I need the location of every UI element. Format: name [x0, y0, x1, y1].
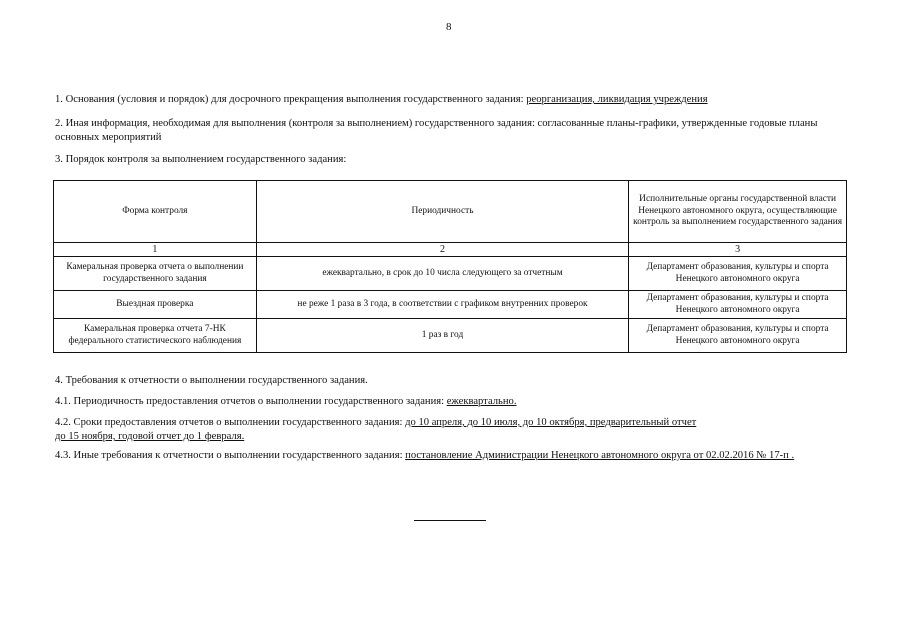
other-reporting-requirements-label: 4.3. Иные требования к отчетности о выполнении государственного задания: [55, 450, 406, 461]
table-cell-executive-body: Департамент образования, культуры и спорта Ненецкого автономного округа [629, 291, 847, 319]
table-row [54, 257, 847, 291]
termination-grounds-value: реорганизация, ликвидация учреждения [526, 94, 708, 105]
table-row [54, 319, 847, 353]
reporting-frequency-value: ежеквартально. [446, 396, 517, 407]
reporting-deadlines-label: 4.2. Сроки предоставления отчетов о выполнении государственного задания: [55, 417, 406, 428]
reporting-frequency-label: 4.1. Периодичность предоставления отчетов о выполнении государственного задания: [55, 396, 447, 407]
reporting-requirements-heading: 4. Требования к отчетности о выполнении государственного задания. [55, 375, 368, 386]
control-order-heading: 3. Порядок контроля за выполнением государственного задания: [55, 154, 347, 165]
header-control-form: Форма контроля [54, 181, 257, 243]
table-cell-control-form: Камеральная проверка отчета о выполнении государственного задания [54, 257, 257, 291]
column-number: 3 [629, 243, 847, 257]
reporting-frequency-paragraph [55, 395, 850, 409]
termination-grounds-paragraph [55, 93, 850, 107]
other-reporting-requirements-value: постановление Администрации Ненецкого автономного округа от 02.02.2016 № 17-п . [405, 450, 795, 461]
header-periodicity: Периодичность [256, 181, 628, 243]
control-table [53, 180, 847, 353]
table-cell-control-form: Камеральная проверка отчета 7-НК федерального статистического наблюдения [54, 319, 257, 353]
reporting-deadlines-value-line1: до 10 апреля, до 10 июля, до 10 октября, предварительный отчет [405, 417, 697, 428]
table-cell-executive-body: Департамент образования, культуры и спорта Ненецкого автономного округа [629, 319, 847, 353]
column-number: 2 [256, 243, 628, 257]
reporting-deadlines-paragraph [55, 416, 850, 444]
table-cell-periodicity: 1 раз в год [256, 319, 628, 353]
termination-grounds-label: 1. Основания (условия и порядок) для досрочного прекращения выполнения государственного задания: [55, 94, 527, 105]
reporting-deadlines-value-line2: до 15 ноября, годовой отчет до 1 февраля. [55, 431, 245, 442]
column-number: 1 [54, 243, 257, 257]
table-row [54, 291, 847, 319]
table-header-row [54, 181, 847, 243]
table-cell-periodicity: ежеквартально, в срок до 10 числа следующего за отчетным [256, 257, 628, 291]
table-cell-periodicity: не реже 1 раза в 3 года, в соответствии с графиком внутренних проверок [256, 291, 628, 319]
table-cell-executive-body: Департамент образования, культуры и спорта Ненецкого автономного округа [629, 257, 847, 291]
header-executive-bodies: Исполнительные органы государственной власти Ненецкого автономного округа, осуществляющие контроль за выполнением государственного задания [629, 181, 847, 243]
page-number: 8 [446, 21, 452, 33]
table-column-number-row [54, 243, 847, 257]
other-reporting-requirements-paragraph [55, 449, 850, 463]
closing-divider-line [414, 520, 486, 521]
other-info-paragraph: 2. Иная информация, необходимая для выполнения (контроля за выполнением) государственного задания: согласованные планы-графики, утвержденные годовые планы основных мероприятий [55, 118, 818, 143]
table-cell-control-form: Выездная проверка [54, 291, 257, 319]
